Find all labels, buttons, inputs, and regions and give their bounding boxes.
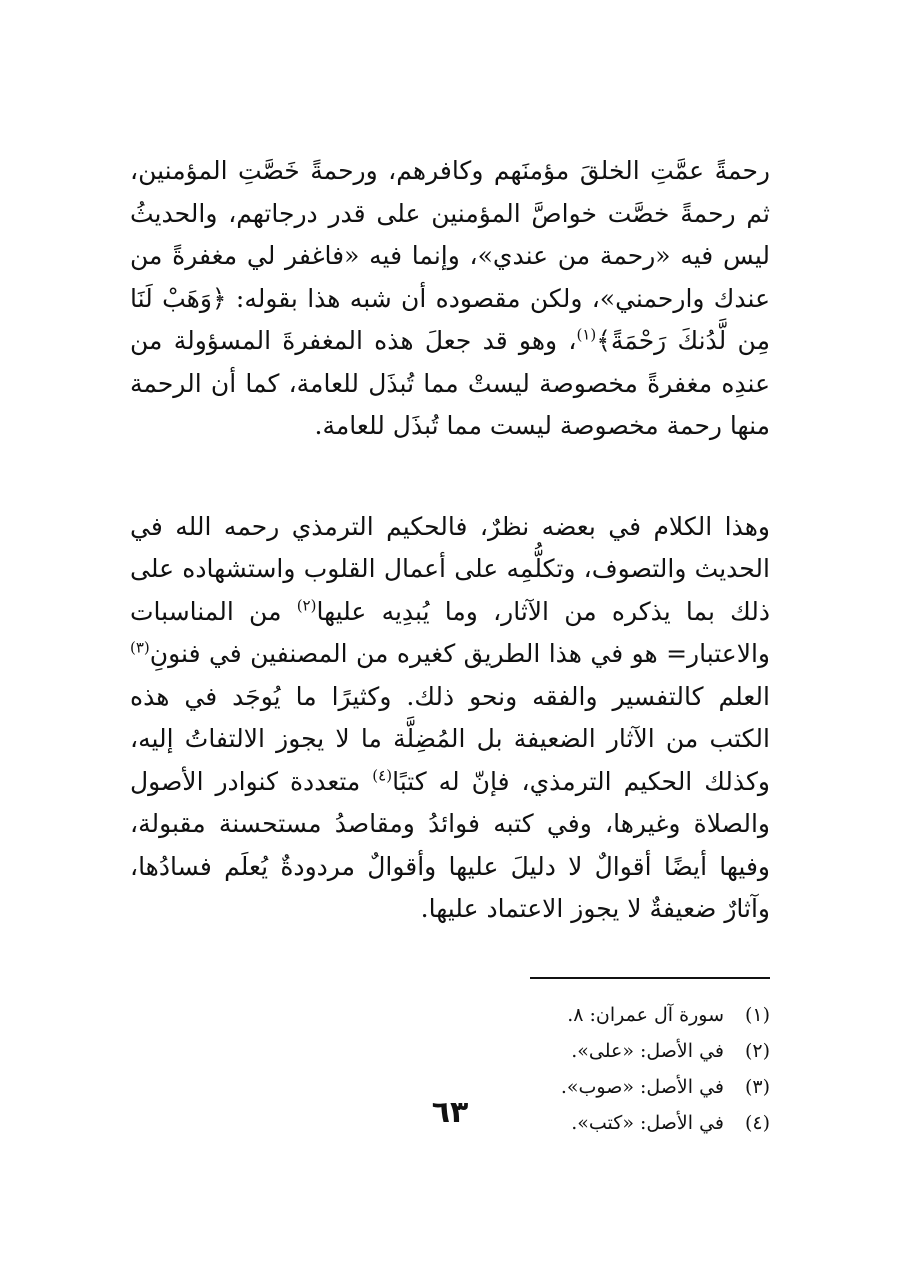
footnote-1 bbox=[130, 997, 770, 1033]
paragraph-2 bbox=[130, 506, 770, 931]
paragraph-2-text-4: متعددة كنوادر الأصول والصلاة وغيرها، وفي كتبه فوائدُ ومقاصدُ مستحسنة مقبولة، وفيها أيضًا أقوالٌ لا دليلَ عليها وأقوالٌ مردودةٌ يُعلَم فسادُها، وآثارٌ ضعيفةٌ لا يجوز الاعتماد عليها. bbox=[130, 766, 770, 923]
paragraph-2-text-1: وهذا الكلام في بعضه نظرٌ، فالحكيم الترمذي رحمه الله في الحديث والتصوف، وتكلُّمِه على أعمال القلوب واستشهاده على ذلك بما يذكره من الآثار، وما يُبدِيه عليها bbox=[130, 511, 771, 626]
paragraph-1 bbox=[130, 150, 770, 448]
page-body bbox=[130, 150, 770, 1141]
footnote-number: (٢) bbox=[744, 1039, 770, 1062]
footnote-text: سورة آل عمران: ٨. bbox=[567, 1003, 724, 1026]
paragraph-2-text-3: العلم كالتفسير والفقه ونحو ذلك. وكثيرًا ما يُوجَد في هذه الكتب من الآثار الضعيفة بل المُضِلَّة ما لا يجوز الالتفاتُ إليه، وكذلك الحكيم الترمذي، فإنّ له كتبًا bbox=[130, 681, 771, 796]
paragraph-1-text-1: رحمةً عمَّتِ الخلقَ مؤمنَهم وكافرهم، ورحمةً خَصَّتِ المؤمنين، ثم رحمةً خصَّت خواصَّ المؤمنين على قدر درجاتهم، والحديثُ ليس فيه «رحمة من عندي»، وإنما فيه «فاغفر لي مغفرةً من عندك وارحمني»، ولكن مقصوده أن شبه هذا بقوله: ﴿وَهَبْ لَنَا مِن لَّدُنكَ رَحْمَةً﴾ bbox=[130, 156, 770, 355]
footnote-ref-4[interactable]: (٤) bbox=[372, 766, 393, 785]
footnote-number: (٤) bbox=[744, 1111, 770, 1134]
footnote-number: (١) bbox=[744, 1003, 770, 1026]
footnote-text: في الأصل: «كتب». bbox=[571, 1111, 724, 1134]
footnote-2 bbox=[130, 1033, 770, 1069]
page-number: ٦٣ bbox=[431, 1095, 469, 1130]
footnote-number: (٣) bbox=[744, 1075, 770, 1098]
footnote-ref-1[interactable]: (١) bbox=[576, 325, 597, 344]
footnote-separator bbox=[530, 977, 770, 979]
footnote-ref-3[interactable]: (٣) bbox=[130, 638, 150, 657]
footnote-text: في الأصل: «صوب». bbox=[560, 1075, 724, 1098]
footnote-ref-2[interactable]: (٢) bbox=[296, 596, 317, 615]
footnote-text: في الأصل: «على». bbox=[571, 1039, 724, 1062]
paragraph-2-text-2: من المناسبات والاعتبار= هو في هذا الطريق كغيره من المصنفين في فنونِ bbox=[130, 596, 770, 668]
paragraph-1-text-2: ، وهو قد جعلَ هذه المغفرةَ المسؤولة من عندِه مغفرةً مخصوصة ليستْ مما تُبذَل للعامة، كما أن الرحمة منها رحمة مخصوصة ليست مما تُبذَل للعامة. bbox=[130, 326, 770, 440]
